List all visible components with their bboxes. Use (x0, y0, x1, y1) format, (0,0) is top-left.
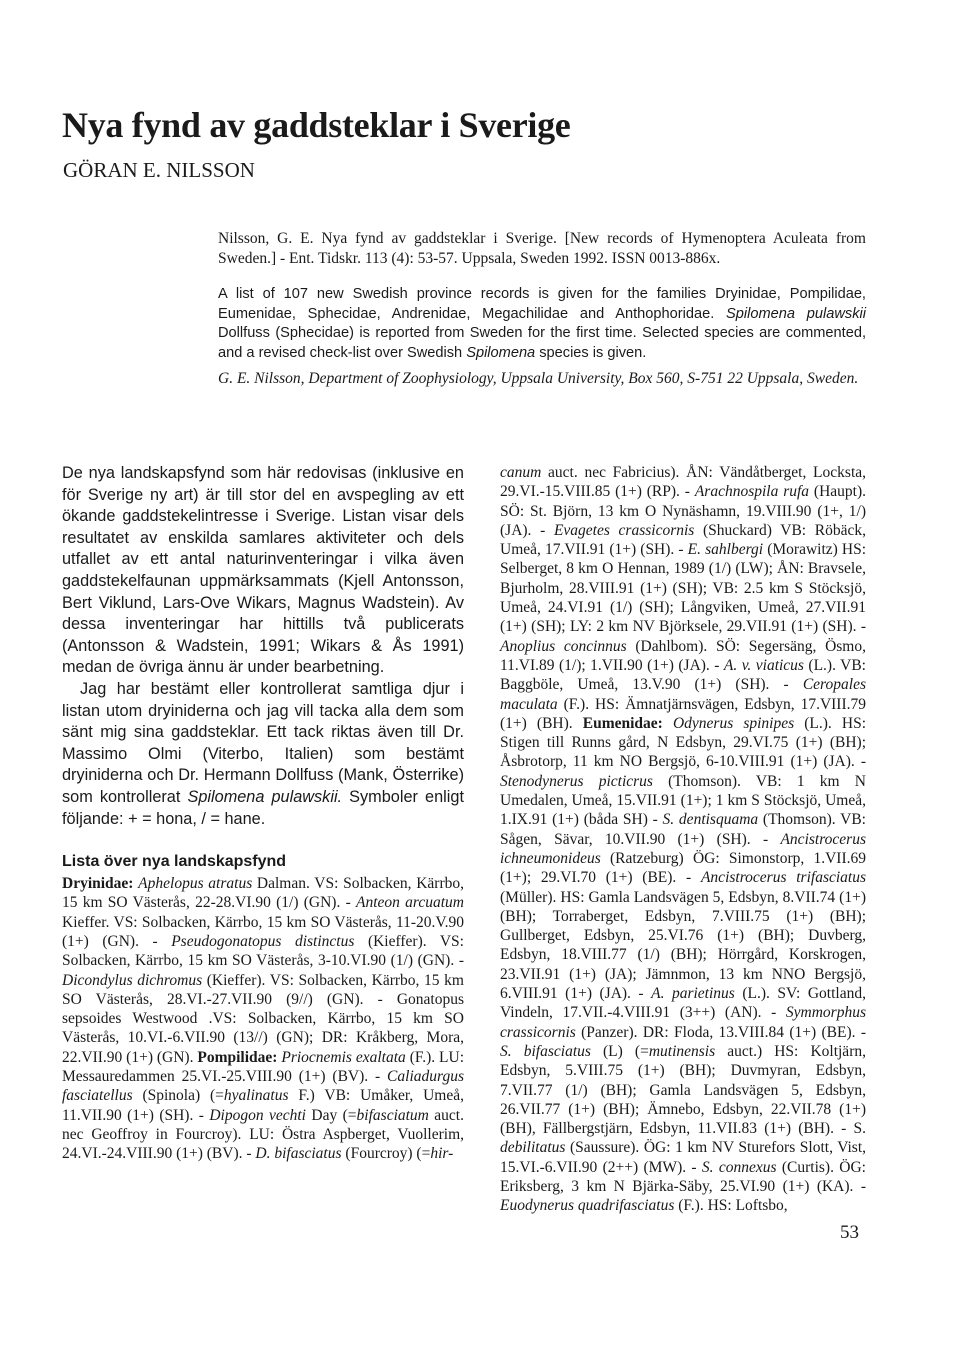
right-column (500, 463, 866, 1216)
page-number: 53 (840, 1222, 859, 1243)
left-column (62, 463, 464, 1164)
article-title: Nya fynd av gaddsteklar i Sverige (62, 105, 571, 145)
citation: Nilsson, G. E. Nya fynd av gaddsteklar i Sverige. [New records of Hymenoptera Aculeata from Sweden.] - Ent. Tidskr. 113 (4): 53-57. Uppsala, Sweden 1992. ISSN 0013-886x. (218, 230, 866, 267)
section-heading: Lista över nya landskapsfynd (62, 853, 287, 871)
author-name: GÖRAN E. NILSSON (63, 158, 255, 182)
abstract: A list of 107 new Swedish province records is given for the families Dryinidae, Pompilidae, Eumenidae, Sphecidae, Andrenidae, Megachilidae and Anthophoridae. Spilomena pulawskii Dollfuss (Sphecidae) is reported from Sweden for the first time. Selected species are commented, and a revised check-list over Swedish Spilomena species is given. (218, 286, 866, 361)
species-list-left: Dryinidae: Aphelopus atratus Dalman. VS: Solbacken, Kärrbo, 15 km SO Västerås, 22-28.VI.90 (1/) (GN). - Anteon arcuatum Kieffer. VS: Solbacken, Kärrbo, 15 km SO Västerås, 11-20.V.90 (1+) (GN). - Pseudogonatopus distinctus (Kieffer). VS: Solbacken, Kärrbo, 15 km SO Västerås, 3-10.VI.90 (1/) (GN). - Dicondylus dichromus (Kieffer). VS: Solbacken, Kärrbo, 15 km SO Västerås, 28.VI.-27.VII.90 (9//) (GN). - Gonatopus sepsoides Westwood .VS: Solbacken, Kärrbo, 15 km SO Västerås, 10.VI.-6.VII.90 (13//) (GN); DR: Kråkberg, Mora, 22.VII.90 (1+) (GN). Pompilidae: Priocnemis exaltata (F.). LU: Messauredammen 25.VI.-25.VIII.90 (1+) (BV). - Caliadurgus fasciatellus (Spinola) (=hyalinatus F.) VB: Umåker, Umeå, 11.VII.90 (1+) (SH). - Dipogon vechti Day (=bifasciatum auct. nec Geoffroy in Fourcroy). LU: Östra Aspberget, Vuollerim, 24.VI.-24.VIII.90 (1+) (BV). - D. bifasciatus (Fourcroy) (=hir- (62, 875, 465, 1163)
species-list-right: canum auct. nec Fabricius). ÅN: Vändåtberget, Locksta, 29.VI.-15.VIII.85 (1+) (RP). - Arachnospila rufa (Haupt). SÖ: St. Björn, 13 km O Nynäshamn, 19.VIII.90 (1+, 1/) (JA). - Evagetes crassicornis (Shuckard) VB: Röbäck, Umeå, 17.VII.91 (1+) (SH). - E. sahlbergi (Morawitz) HS: Selberget, 8 km O Hennan, 1989 (1/) (LW); ÅN: Bravsele, Bjurholm, 28.VIII.91 (1+) (SH); VB: 2.5 km S Stöcksjö, Umeå, 24.VI.91 (1/) (SH); Långviken, Umeå, 27.VII.91 (1+) (SH); LY: 2 km NV Björksele, 29.VII.91 (1+) (SH). - Anoplius concinnus (Dahlbom). SÖ: Segersäng, Ösmo, 11.VI.89 (1/); 1.VII.90 (1+) (JA). - A. v. viaticus (L.). VB: Baggböle, Umeå, 13.V.90 (1+) (SH). - Ceropales maculata (F.). HS: Ämnatjärnsvägen, Edsbyn, 17.VIII.79 (1+) (BH). Eumenidae: Odynerus spinipes (L.). HS: Stigen till Runns gård, N Edsbyn, 29.VI.75 (1+) (BH); Åsbrotorp, 11 km NO Bergsjö, 6-10.VIII.91 (1+) (JA). - Stenodynerus picticrus (Thomson). VB: 1 km N Umedalen, Umeå, 15.VII.91 (1+); 1 km S Stöcksjö, Umeå, 1.IX.91 (1+) (båda SH) - S. dentisquama (Thomson). VB: Sågen, Sävar, 10.VII.90 (1+) (SH). - Ancistrocerus ichneumonideus (Ratzeburg) ÖG: Simonstorp, 1.VII.69 (1+); 29.VI.70 (1+) (BE). - Ancistrocerus trifasciatus (Müller). HS: Gamla Landsvägen 5, Edsbyn, 8.VII.74 (1+) (BH); Torraberget, Edsbyn, 7.VIII.75 (1+) (BH); Gullberget, Edsbyn, 25.VI.76 (1+) (BH); Duvberg, Edsbyn, 18.VIII.77 (1/) (BH); Hörrgård, Korskrogen, 23.VII.91 (1+) (JA); Jämnmon, 13 km NNO Bergsjö, 6.VIII.91 (1+) (JA). - A. parietinus (L.). SV: Gottland, Vindeln, 17.VII.-4.VIII.91 (3++) (AN). - Symmorphus crassicornis (Panzer). DR: Floda, 13.VIII.84 (1+) (BE). - S. bifasciatus (L) (=mutinensis auct.) HS: Koltjärn, Edsbyn, 5.VIII.75 (1+) (BH); Duvmyran, Edsbyn, 7.VII.77 (1/) (BH); Gamla Landsvägen 5, Edsbyn, 26.VII.77 (1+) (BH); Ämnebo, Edsbyn, 22.VII.78 (1+) (BH), Fällbergstjärn, Edsbyn, 11.VII.83 (1+) (BH). - S. debilitatus (Saussure). ÖG: 1 km NV Sturefors Slott, Vist, 15.VI.-6.VII.90 (2++) (MW). - S. connexus (Curtis). ÖG: Eriksberg, 3 km N Bjärka-Säby, 25.VI.90 (1+) (KA). - Euodynerus quadrifasciatus (F.). HS: Loftsbo, (500, 464, 867, 1215)
author-address: G. E. Nilsson, Department of Zoophysiology, Uppsala University, Box 560, S-751 22 Uppsala, Sweden. (218, 370, 859, 387)
acknowledgement-paragraph: Jag har bestämt eller kontrollerat samtliga djur i listan utom dryiniderna och jag vill tacka alla dem som sänt mig sina gaddsteklar. Ett tack riktas även till Dr. Massimo Olmi (Viterbo, Italien) som bestämt dryiniderna och Dr. Hermann Dollfuss (Mank, Österrike) som kontrollerat Spilomena pulawskii. Symboler enligt följande: + = hona, / = hane. (62, 679, 464, 828)
intro-paragraph: De nya landskapsfynd som här redovisas (inklusive en för Sverige ny art) är till stor del en avspegling av ett ökande gaddstekelintresse i Sverige. Listan visar dels resultatet av enskilda samlares aktiviteter och dels utfallet av ett antal naturinventeringar i vilka även gaddstekelfaunan uppmärksammats (Kjell Antonsson, Bert Viklund, Lars-Ove Wikars, Magnus Wadstein). Av dessa inventeringar har hittills två publicerats (Antonsson & Wadstein, 1991; Wikars & Ås 1991) medan de övriga ännu är under bearbetning. (62, 464, 464, 677)
